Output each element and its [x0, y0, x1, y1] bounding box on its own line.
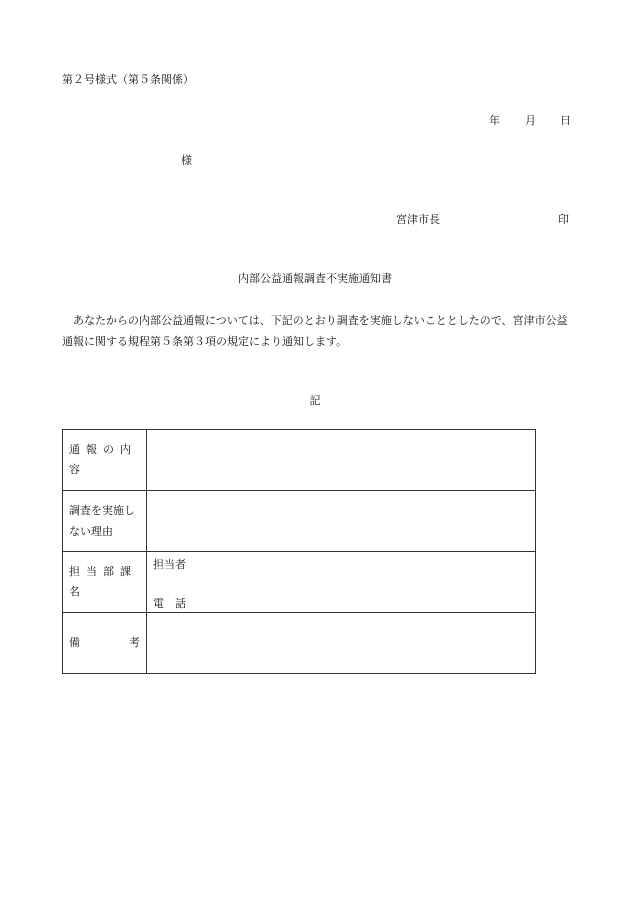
table-row [63, 491, 536, 552]
form-number: 第２号様式（第５条関係） [62, 73, 194, 86]
seal-mark: 印 [558, 213, 569, 226]
date-year-label: 年 [489, 114, 500, 127]
label-text: 調査を実施しない理由 [69, 504, 135, 538]
phone-label: 電 話 [153, 597, 186, 610]
date-month-label: 月 [525, 114, 536, 127]
addressee-suffix: 様 [181, 154, 192, 167]
label-remarks [63, 613, 147, 674]
value-report-content[interactable] [147, 430, 536, 491]
label-text: 担当部課名 [69, 565, 137, 598]
notice-table [62, 429, 536, 674]
table-row [63, 430, 536, 491]
table-row [63, 552, 536, 613]
issuer-name: 宮津市長 [396, 213, 440, 226]
remarks-label [69, 633, 146, 653]
ki-heading: 記 [309, 394, 321, 407]
body-paragraph: あなたからの内部公益通報については、下記のとおり調査を実施しないこととしたので、宮津市公益通報に関する規程第５条第３項の規定により通知します。 [62, 314, 568, 348]
person-in-charge-label: 担当者 [153, 558, 186, 571]
label-text: 通報の内容 [69, 443, 137, 476]
label-text: 考 [129, 636, 140, 649]
label-department [63, 552, 147, 613]
table-row [63, 613, 536, 674]
document-title: 内部公益通報調査不実施通知書 [238, 272, 392, 285]
label-reason [63, 491, 147, 552]
date-day-label: 日 [560, 114, 571, 127]
label-report-content [63, 430, 147, 491]
value-reason[interactable] [147, 491, 536, 552]
value-remarks[interactable] [147, 613, 536, 674]
label-text: 備 [69, 636, 80, 649]
value-department[interactable] [147, 552, 536, 613]
